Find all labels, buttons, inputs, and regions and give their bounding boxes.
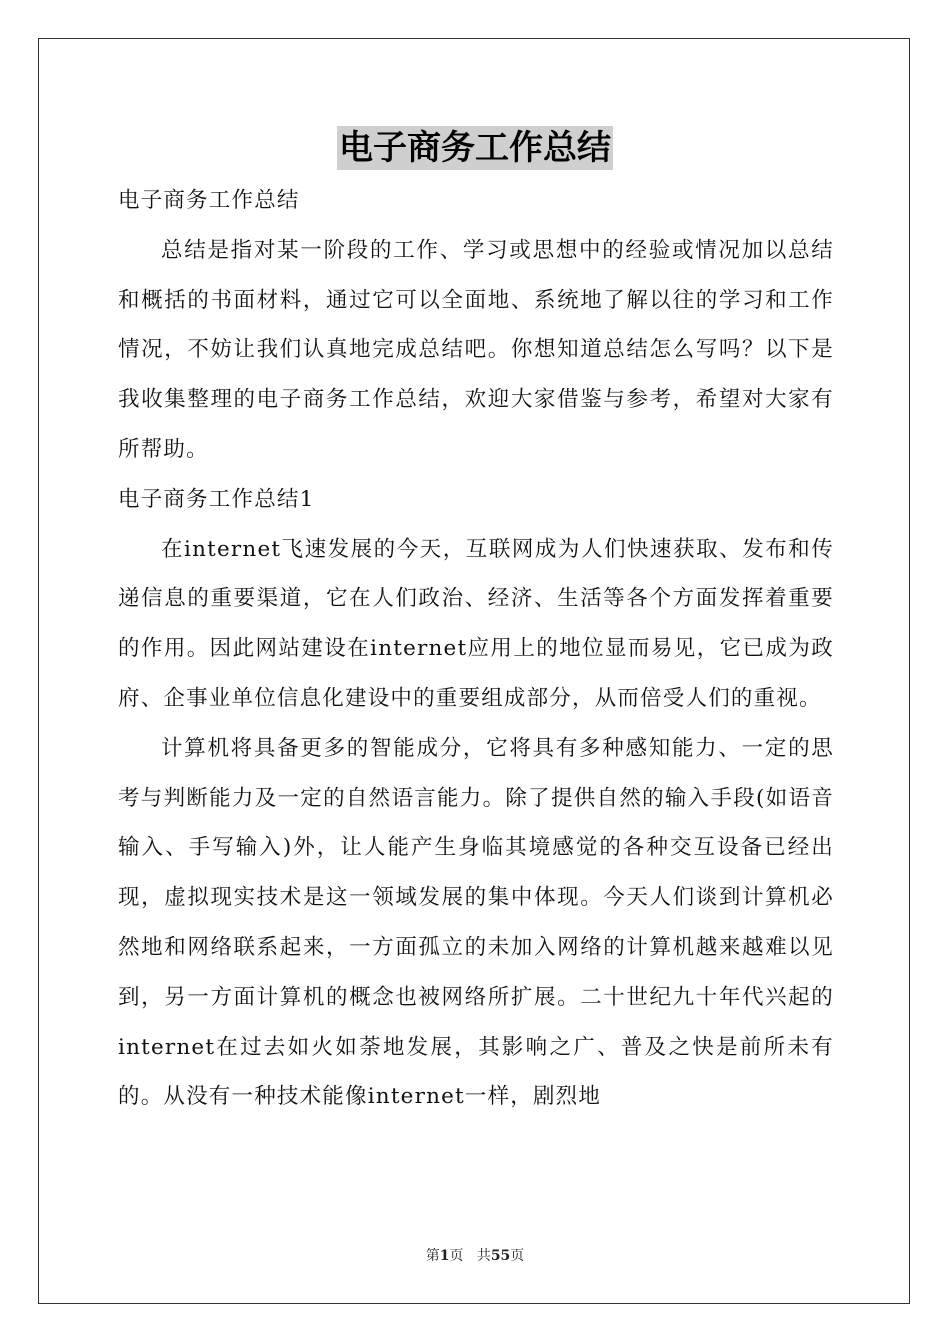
page-number: 1: [439, 1248, 450, 1264]
total-pages: 55: [490, 1248, 511, 1264]
subtitle: 电子商务工作总结: [118, 188, 300, 213]
page-footer: [0, 1246, 950, 1266]
section-heading: 电子商务工作总结1: [118, 486, 315, 512]
body-paragraph-2: 计算机将具备更多的智能成分，它将具有多种感知能力、一定的思考与判断能力及一定的自然语言能力。除了提供自然的输入手段(如语音输入、手写输入)外，让人能产生身临其境感觉的各种交互设备已经出现，虚拟现实技术是这一领域发展的集中体现。今天人们谈到计算机必然地和网络联系起来，一方面孤立的未加入网络的计算机越来越难以见到，另一方面计算机的概念也被网络所扩展。二十世纪九十年代兴起的internet在过去如火如荼地发展，其影响之广、普及之快是前所未有的。从没有一种技术能像internet一样，剧烈地: [118, 735, 834, 1110]
document-body: [118, 176, 834, 1122]
body-paragraph-1: 在internet飞速发展的今天，互联网成为人们快速获取、发布和传递信息的重要渠道，它在人们政治、经济、生活等各个方面发挥着重要的作用。因此网站建设在internet应用上的地位显而易见，它已成为政府、企事业单位信息化建设中的重要组成部分，从而倍受人们的重视。: [118, 536, 834, 711]
total-prefix: 共: [476, 1248, 491, 1264]
document-title: 电子商务工作总结: [339, 128, 611, 168]
page-suffix: 页: [449, 1248, 464, 1264]
title-container: [0, 126, 950, 170]
total-suffix: 页: [510, 1248, 525, 1264]
page-prefix: 第: [425, 1248, 440, 1264]
intro-paragraph: 总结是指对某一阶段的工作、学习或思想中的经验或情况加以总结和概括的书面材料，通过它可以全面地、系统地了解以往的学习和工作情况，不妨让我们认真地完成总结吧。你想知道总结怎么写吗？以下是我收集整理的电子商务工作总结，欢迎大家借鉴与参考，希望对大家有所帮助。: [118, 237, 834, 462]
